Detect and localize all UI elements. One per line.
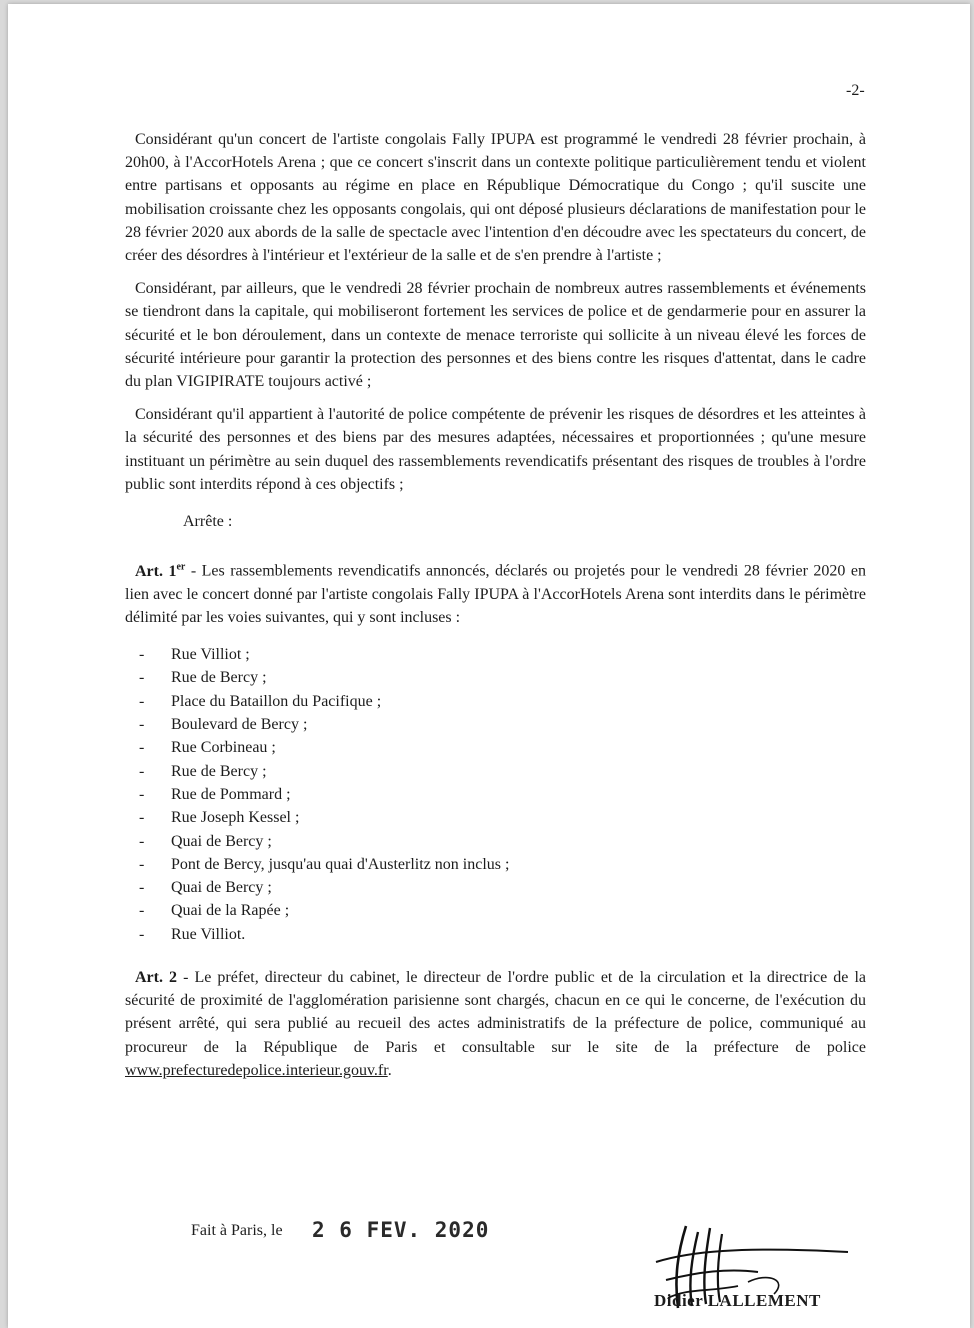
prefecture-website-link[interactable]: www.prefecturedepolice.interieur.gouv.fr (125, 1061, 388, 1079)
page-number: -2- (846, 82, 865, 99)
list-item: - Place du Bataillon du Pacifique ; (139, 692, 382, 710)
date-stamp: 2 6 FEV. 2020 (312, 1218, 490, 1242)
list-item: - Rue Joseph Kessel ; (139, 809, 300, 827)
article-2-text: - Le préfet, directeur du cabinet, le directeur de l'ordre public et de la circulation et la directrice de la sécurité de proximité de l'agglomération parisienne sont chargés, chacun en ce qui le concerne, de l'exécution du présent arrêté, qui sera publié au recueil des actes administratifs de la préfecture de police, communiqué au procureur de la République de Paris et consultable sur le site de la préfecture de police (125, 969, 867, 1056)
arrete-heading: Arrête : (183, 513, 233, 531)
list-item: - Quai de Bercy ; (139, 832, 272, 850)
article-1-text: - Les rassemblements revendicatifs annoncés, déclarés ou projetés pour le vendredi 28 février 2020 en lien avec le concert donné par l'artiste congolais Fally IPUPA à l'AccorHotels Arena sont interdits dans le périmètre délimité par les voies suivantes, qui y sont incluses : (125, 562, 867, 626)
article-2-label: Art. 2 (135, 969, 178, 987)
consideration-paragraph: Considérant, par ailleurs, que le vendredi 28 février prochain de nombreux autres rassemblements et événements se tiendront dans la capitale, qui mobiliseront fortement les services de police et de gendarmerie pour en assurer la sécurité et le bon déroulement, dans un contexte de menace terroriste qui sollicite à un niveau élevé les forces de sécurité intérieure pour garantir la protection des personnes et des biens contre les risques d'attentat, dans le cadre du plan VIGIPIRATE toujours activé ; (125, 280, 866, 391)
consideration-paragraph: Considérant qu'il appartient à l'autorité de police compétente de prévenir les risques de désordres et les atteintes à la sécurité des personnes et des biens par des mesures adaptées, nécessaires et proportionnées ; qu'une mesure instituant un périmètre au sein duquel des rassemblements revendicatifs présentant des risques de troubles à l'ordre public sont interdits répond à ces objectifs ; (125, 406, 866, 493)
signing-place: Fait à Paris, le (191, 1222, 283, 1239)
list-item: - Rue Villiot ; (139, 646, 250, 664)
street-list (125, 643, 866, 946)
list-item: - Rue de Pommard ; (139, 785, 291, 803)
consideration-paragraph: Considérant qu'un concert de l'artiste congolais Fally IPUPA est programmé le vendredi 28 février prochain, à 20h00, à l'AccorHotels Arena ; que ce concert s'inscrit dans un contexte politique particulièrement tendu et violent entre partisans et opposants au régime en place en République Démocratique du Congo ; qu'il suscite une mobilisation croissante chez les opposants congolais, qui ont déposé plusieurs déclarations de manifestation pour le 28 février 2020 aux abords de la salle de spectacle avec l'intention d'en découdre avec les spectateurs du concert, de créer des désordres à l'intérieur et l'extérieur de la salle et de s'en prendre à l'artiste ; (125, 131, 866, 265)
list-item: - Rue de Bercy ; (139, 669, 267, 687)
list-item: - Quai de la Rapée ; (139, 902, 290, 920)
article-1-label: Art. 1er (135, 561, 186, 580)
document-page (8, 4, 970, 1328)
list-item: - Rue Corbineau ; (139, 739, 276, 757)
document-body (125, 128, 866, 1096)
list-item: - Rue de Bercy ; (139, 762, 267, 780)
list-item: - Boulevard de Bercy ; (139, 716, 308, 734)
article-1 (125, 555, 866, 629)
article-2: Art. 2 - Le préfet, directeur du cabinet, le directeur de l'ordre public et de la circulation et la directrice de la sécurité de proximité de l'agglomération parisienne sont chargés, chacun en ce qui le concerne, de l'exécution du présent arrêté, qui sera publié au recueil des actes administratifs de la préfecture de police, communiqué au procureur de la République de Paris et consultable sur le site de la préfecture de police www.prefecturedepolice.interieur.gouv.fr. (125, 969, 867, 1079)
signer-name: Didier LALLEMENT (654, 1291, 821, 1310)
list-item: - Pont de Bercy, jusqu'au quai d'Austerlitz non inclus ; (139, 855, 510, 873)
list-item: - Quai de Bercy ; (139, 879, 272, 897)
list-item: - Rue Villiot. (139, 925, 246, 943)
